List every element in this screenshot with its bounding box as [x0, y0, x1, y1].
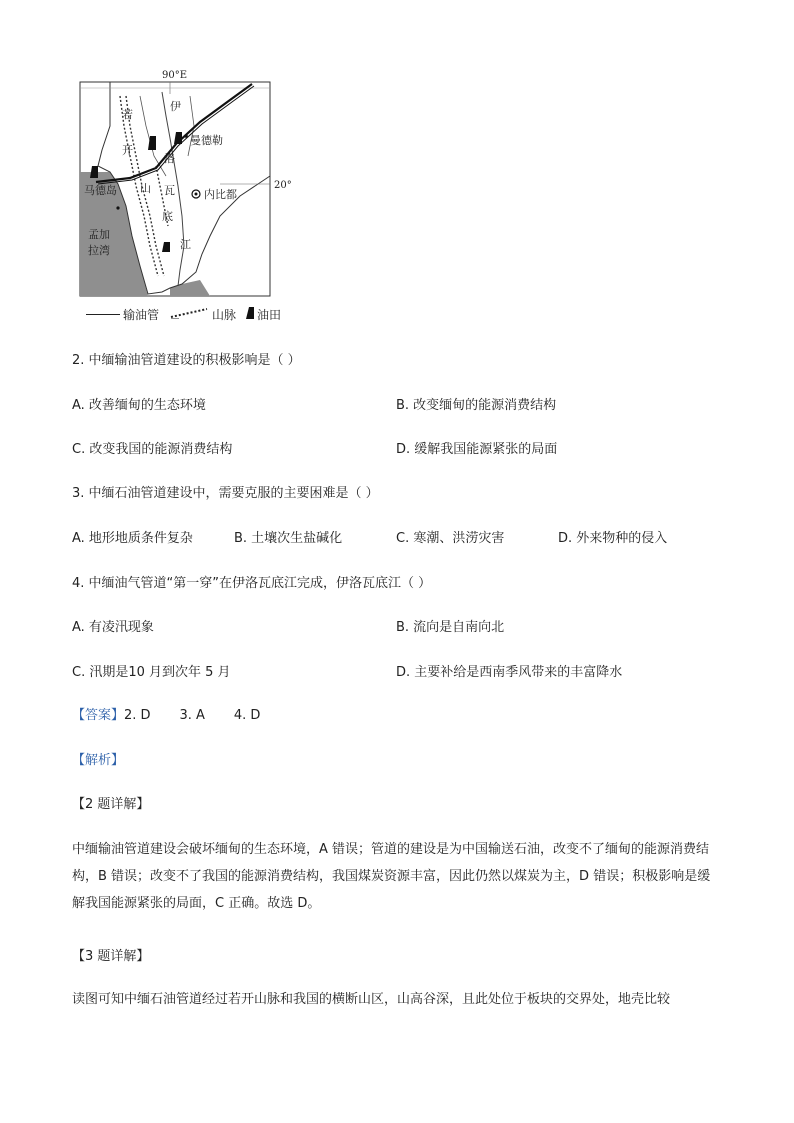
- answer-tag: 【答案】: [72, 708, 125, 723]
- question-4-option-b: B. 流向是自南向北: [396, 620, 505, 635]
- label-bay-2: 拉湾: [88, 244, 110, 257]
- myanmar-pipeline-map: [70, 66, 302, 324]
- label-mandalay: 曼德勒: [190, 134, 223, 147]
- detail-2-text: 中缅输油管道建设会破坏缅甸的生态环境，A 错误；管道的建设是为中国输送石油，改变不了缅甸的能源消费结构，B 错误；改变不了我国的能源消费结构，我国煤炭资源丰富，因此仍然以煤炭为主，D 错误；积极影响是缓解我国能源紧张的局面，C 正确。故选 D。: [72, 842, 711, 911]
- question-3-option-a: A. 地形地质条件复杂: [72, 531, 193, 546]
- question-2-option-a: A. 改善缅甸的生态环境: [72, 398, 206, 413]
- answer-line: [72, 708, 260, 724]
- question-3-stem: 3. 中缅石油管道建设中，需要克服的主要困难是（ ）: [72, 486, 379, 501]
- detail-3-tag: 【3 题详解】: [72, 949, 150, 964]
- label-yi: 伊: [170, 100, 181, 113]
- question-4-option-c: C. 汛期是10 月到次年 5 月: [72, 665, 231, 680]
- analysis-tag: 【解析】: [72, 753, 125, 768]
- label-kai: 开: [122, 144, 133, 157]
- answer-text: 2. D 3. A 4. D: [124, 708, 261, 723]
- question-3-option-d: D. 外来物种的侵入: [558, 531, 668, 546]
- label-jiang: 江: [180, 238, 191, 251]
- label-shan: 山: [140, 182, 151, 195]
- question-2-option-d: D. 缓解我国能源紧张的局面: [396, 442, 558, 457]
- question-2-option-c: C. 改变我国的能源消费结构: [72, 442, 233, 457]
- legend-pipeline: 输油管: [123, 308, 160, 322]
- label-wa: 瓦: [164, 184, 175, 197]
- detail-2-tag: 【2 题详解】: [72, 797, 150, 812]
- question-2-stem: 2. 中缅输油管道建设的积极影响是（ ）: [72, 353, 301, 368]
- legend-mountain: 山脉: [212, 308, 237, 322]
- oilfield-legend-icon: [246, 307, 254, 322]
- question-2-option-b: B. 改变缅甸的能源消费结构: [396, 398, 557, 413]
- city-marker: [184, 134, 188, 138]
- question-4-option-d: D. 主要补给是西南季风带来的丰富降水: [396, 665, 623, 680]
- lon-label: 90°E: [162, 70, 188, 81]
- question-4-option-a: A. 有凌汛现象: [72, 620, 154, 635]
- question-4-stem: 4. 中缅油气管道“第一穿”在伊洛瓦底江完成，伊洛瓦底江（ ）: [72, 576, 432, 591]
- legend-oilfield: 油田: [257, 308, 282, 322]
- label-ruo: 若: [122, 108, 133, 121]
- label-luo: 洛: [164, 152, 175, 165]
- label-maday: 马德岛: [84, 184, 117, 197]
- label-di: 底: [162, 210, 173, 223]
- map-legend: [86, 306, 281, 323]
- question-3-option-b: B. 土壤次生盐碱化: [234, 531, 343, 546]
- pipeline-legend-symbol: [86, 314, 120, 315]
- label-naypyidaw: 内比都: [204, 188, 237, 201]
- detail-3-text: 读图可知中缅石油管道经过若开山脉和我国的横断山区，山高谷深，且此处位于板块的交界处，地壳比较: [72, 992, 671, 1007]
- question-3-option-c: C. 寒潮、洪涝灾害: [396, 531, 505, 546]
- mountain-legend-icon: [169, 307, 209, 322]
- lat-label: 20°: [274, 180, 292, 191]
- map-figure: [70, 66, 302, 324]
- label-bay-1: 孟加: [88, 228, 110, 241]
